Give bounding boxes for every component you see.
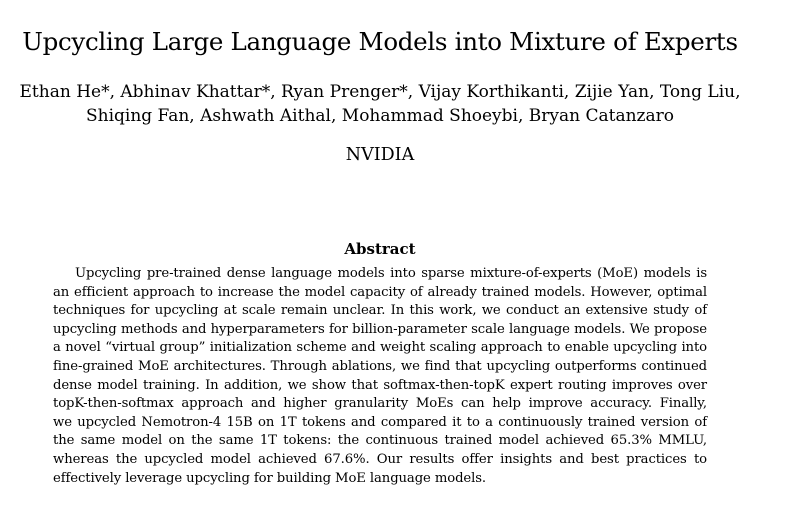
abstract-line: fine-grained MoE architectures. Through ablations, we find that upcycling outperforms continued [53,358,707,374]
abstract-line: a novel “virtual group” initialization scheme and weight scaling approach to enable upcycling into [53,340,707,356]
abstract-line: effectively leverage upcycling for building MoE language models. [53,470,486,486]
abstract-line: dense model training. In addition, we show that softmax-then-topK expert routing improves over [53,377,707,393]
abstract-line: Upcycling pre-trained dense language models into sparse mixture-of-experts (MoE) models is [75,266,707,281]
abstract-line: an efficient approach to increase the model capacity of already trained models. However, optimal [53,284,707,300]
abstract-text [53,265,707,488]
author-line-1: Ethan He*, Abhinav Khattar*, Ryan Prenger*, Vijay Korthikanti, Zijie Yan, Tong Liu, [19,82,741,102]
affiliation: NVIDIA [345,145,415,165]
author-list [0,80,760,128]
abstract-line: the same model on the same 1T tokens: the continuous trained model achieved 65.3% MMLU, [53,433,707,449]
abstract-line: techniques for upcycling at scale remain unclear. In this work, we conduct an extensive study of [53,303,707,319]
author-line-2: Shiqing Fan, Ashwath Aithal, Mohammad Shoeybi, Bryan Catanzaro [85,106,675,126]
abstract-line: topK-then-softmax approach and higher granularity MoEs can help improve accuracy. Finally, [53,396,707,412]
abstract-heading: Abstract [344,240,416,258]
abstract-line: upcycling methods and hyperparameters for billion-parameter scale language models. We propose [53,321,707,337]
abstract-line: whereas the upcycled model achieved 67.6%. Our results offer insights and best practices to [53,451,707,467]
paper-title: Upcycling Large Language Models into Mixture of Experts [22,27,738,56]
abstract-line: we upcycled Nemotron-4 15B on 1T tokens and compared it to a continuously trained version of [53,414,707,430]
